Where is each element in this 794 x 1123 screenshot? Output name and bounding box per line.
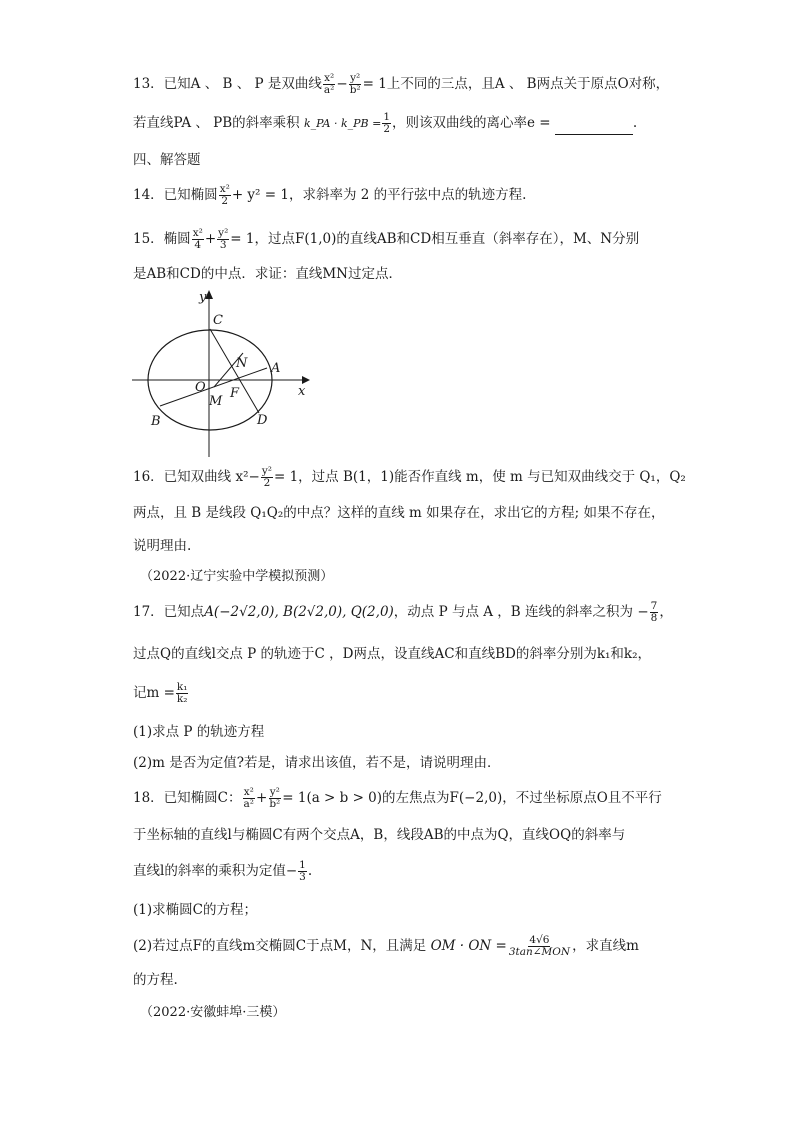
q17-points: A(−2√2,0), B(2√2,0), Q(2,0) xyxy=(204,604,394,620)
label-x: x xyxy=(298,384,306,399)
frac-y2-b2-b: $\frac{\text{y²}}{\text{b²}}$ xyxy=(269,786,281,810)
label-c: C xyxy=(213,313,223,328)
q17-line3: 记m = $\frac{\text{k₁}}{\text{k₂}}$ xyxy=(133,681,188,705)
label-a: A xyxy=(271,361,281,376)
q13-text1: 13．已知A 、 B 、 P 是双曲线 xyxy=(133,76,322,92)
frac-1-3: $\frac{1}{3}$ xyxy=(299,859,306,883)
frac-x2-4: $\frac{\text{x²}}{4}$ xyxy=(192,227,203,251)
frac-k1-k2: $\frac{\text{k₁}}{\text{k₂}}$ xyxy=(176,681,188,705)
q13-text4: ，则该双曲线的离心率e = xyxy=(392,115,551,131)
label-f: F xyxy=(230,386,240,401)
q18-sub3: 的方程. xyxy=(133,972,178,988)
label-d: D xyxy=(257,413,268,428)
frac-y2-3: $\frac{\text{y²}}{3}$ xyxy=(218,227,229,251)
frac-7-8: $\frac{7}{8}$ xyxy=(650,600,658,624)
label-n: N xyxy=(236,356,248,371)
label-b: B xyxy=(151,414,161,429)
q18-line3: 直线l的斜率的乘积为定值− $\frac{1}{3}$ . xyxy=(133,859,313,883)
source-tag-1: （2022·辽宁实验中学模拟预测） xyxy=(140,569,334,584)
q17-sub2: (2)m 是否为定值?若是，请求出该值，若不是，请说明理由． xyxy=(133,755,501,771)
q18-sub2: (2)若过点F的直线m交椭圆C于点M，N，且满足 OM · ON = 4√6 3tan∠MON ，求直线m xyxy=(133,934,639,958)
frac-y2-b2: $\frac{\text{y²}}{\text{b²}}$ xyxy=(349,72,361,96)
ellipse-figure xyxy=(130,287,310,459)
slope-product: k_PA · k_PB = xyxy=(303,117,382,130)
q17-line2: 过点Q的直线l交点 P 的轨迹于C ，D两点，设直线AC和直线BD的斜率分别为k₁和k₂， xyxy=(133,646,652,662)
q16-line2: 两点，且 B 是线段 Q₁Q₂的中点？这样的直线 m 如果存在，求出它的方程; 如果不存在， xyxy=(133,505,665,521)
x-axis-arrow xyxy=(302,376,310,384)
source-tag-2: （2022·安徽蚌埠·三模） xyxy=(140,1005,286,1020)
frac-y2-2: $\frac{\text{y²}}{2}$ xyxy=(261,465,272,489)
frac-one-half: $\frac{1}{2}$ xyxy=(383,111,391,135)
vector-dot: OM · ON = xyxy=(430,938,507,954)
q15-line2: 是AB和CD的中点．求证：直线MN过定点． xyxy=(133,266,402,282)
answer-blank[interactable] xyxy=(555,120,633,135)
q13-text2: 上不同的三点，且A 、 B两点关于原点O对称， xyxy=(386,76,670,92)
q15-line1: 15．椭圆 $\frac{\text{x²}}{4}$ + $\frac{\text{y²}}{3}$ = 1，过点F(1,0)的直线AB和CD相互垂直（斜率存在），M、N分别 xyxy=(133,227,640,251)
q18-line2: 于坐标轴的直线l与椭圆C有两个交点A，B，线段AB的中点为Q，直线OQ的斜率与 xyxy=(133,827,626,843)
frac-x2-2: $\frac{\text{x²}}{2}$ xyxy=(219,183,230,207)
q17-line1: 17．已知点A(−2√2,0), B(2√2,0), Q(2,0)，动点 P 与点 A ，B 连线的斜率之积为 − $\frac{7}{8}$ ， xyxy=(133,600,673,624)
frac-x2-a2-b: $\frac{\text{x²}}{\text{a²}}$ xyxy=(243,786,254,810)
q13-line1: 13．已知A 、 B 、 P 是双曲线 $\frac{\text{x²}}{\text{a²}}$ − $\frac{\text{y²}}{\text{b²}}$ = 1上不同的三点，且A 、 B两点关于原点O对称， xyxy=(133,72,670,96)
frac-4root6: 4√6 3tan∠MON xyxy=(508,934,571,958)
q14-line: 14．已知椭圆 $\frac{\text{x²}}{2}$ + y² = 1，求斜率为 2 的平行弦中点的轨迹方程. xyxy=(133,183,527,207)
frac-x2-a2: $\frac{\text{x²}}{\text{a²}}$ xyxy=(323,72,335,96)
label-o: O xyxy=(195,380,206,395)
q18-sub1: (1)求椭圆C的方程； xyxy=(133,902,257,918)
q16-line1: 16．已知双曲线 x²− $\frac{\text{y²}}{2}$ = 1，过点 B(1，1)能否作直线 m，使 m 与已知双曲线交于 Q₁，Q₂ xyxy=(133,465,686,489)
q16-line3: 说明理由. xyxy=(133,538,192,554)
q17-sub1: (1)求点 P 的轨迹方程 xyxy=(133,724,265,740)
q13-text3: 若直线PA 、 PB的斜率乘积 xyxy=(133,115,300,131)
label-m: M xyxy=(209,394,223,409)
label-y: y xyxy=(199,290,207,305)
q18-line1: 18．已知椭圆C： $\frac{\text{x²}}{\text{a²}}$ + $\frac{\text{y²}}{\text{b²}}$ = 1(a > b > 0)的左焦点为F(−2,0)，不过坐标原点O且不平行 xyxy=(133,786,662,810)
q13-line2: 若直线PA 、 PB的斜率乘积 k_PA · k_PB = $\frac{1}{2}$ ，则该双曲线的离心率e = . xyxy=(133,111,638,135)
section-title: 四、解答题 xyxy=(133,152,201,168)
